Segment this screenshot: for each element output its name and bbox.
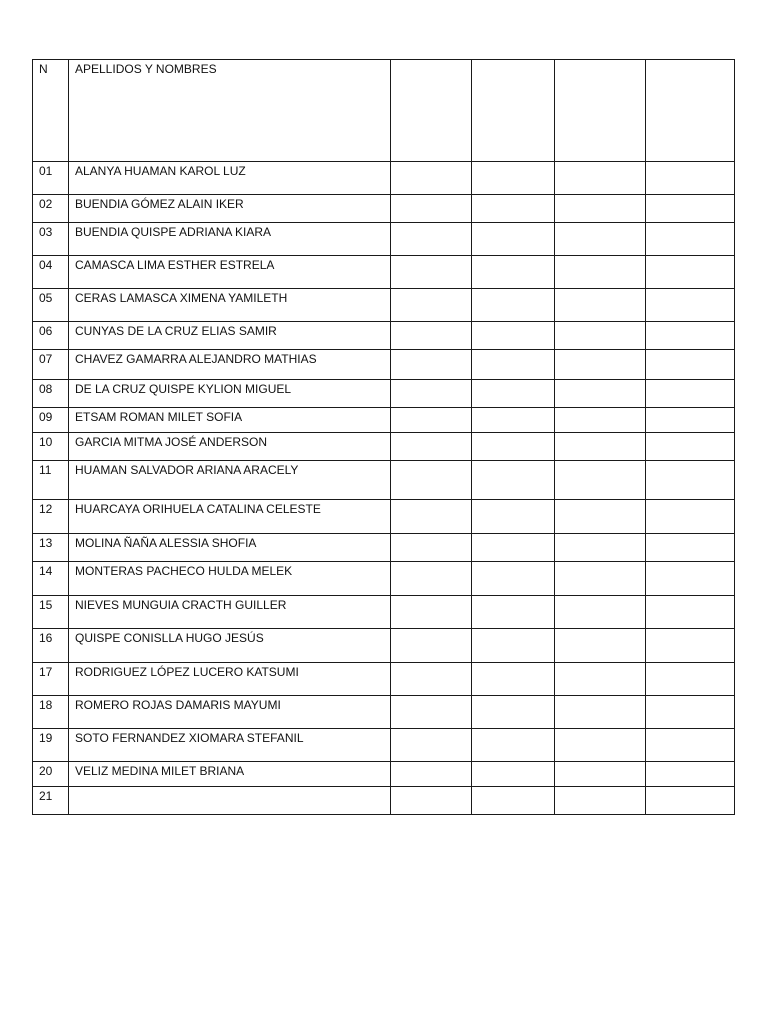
blank-cell-3 (555, 256, 646, 289)
blank-cell-2 (472, 534, 555, 562)
student-name: BUENDIA QUISPE ADRIANA KIARA (75, 225, 272, 239)
blank-cell-1 (391, 729, 472, 762)
table-row (33, 162, 735, 195)
row-number: 07 (39, 352, 53, 366)
student-name: SOTO FERNANDEZ XIOMARA STEFANIL (75, 731, 304, 745)
blank-cell-4 (646, 787, 735, 815)
blank-cell-2 (472, 500, 555, 534)
blank-cell-2 (472, 696, 555, 729)
blank-cell-3 (555, 289, 646, 322)
student-name: CERAS LAMASCA XIMENA YAMILETH (75, 291, 288, 305)
blank-cell-1 (391, 350, 472, 380)
header-number-cell (33, 60, 69, 162)
student-name: MONTERAS PACHECO HULDA MELEK (75, 564, 293, 578)
blank-cell-2 (472, 322, 555, 350)
student-name: HUARCAYA ORIHUELA CATALINA CELESTE (75, 502, 321, 516)
blank-cell-1 (391, 534, 472, 562)
student-name: GARCIA MITMA JOSÉ ANDERSON (75, 435, 268, 449)
student-name-cell (69, 562, 391, 596)
blank-cell-3 (555, 162, 646, 195)
table-row (33, 433, 735, 461)
blank-cell-3 (555, 729, 646, 762)
student-name: QUISPE CONISLLA HUGO JESÚS (75, 631, 264, 645)
row-number: 01 (39, 164, 53, 178)
blank-cell-2 (472, 256, 555, 289)
row-number-cell (33, 696, 69, 729)
row-number-cell (33, 162, 69, 195)
row-number-cell (33, 256, 69, 289)
table-row (33, 562, 735, 596)
row-number: 10 (39, 435, 53, 449)
row-number-cell (33, 433, 69, 461)
blank-cell-2 (472, 762, 555, 787)
row-number: 17 (39, 665, 53, 679)
blank-cell-4 (646, 380, 735, 408)
blank-cell-1 (391, 195, 472, 223)
student-name-cell (69, 195, 391, 223)
table-row (33, 729, 735, 762)
blank-cell-1 (391, 787, 472, 815)
student-name-cell (69, 408, 391, 433)
header-number-label: N (39, 62, 48, 76)
blank-cell-3 (555, 322, 646, 350)
blank-cell-4 (646, 596, 735, 629)
blank-cell-1 (391, 629, 472, 663)
row-number: 08 (39, 382, 53, 396)
blank-cell-3 (555, 696, 646, 729)
student-name-cell (69, 696, 391, 729)
student-name-cell (69, 433, 391, 461)
header-blank-cell-1 (391, 60, 472, 162)
row-number-cell (33, 408, 69, 433)
student-name-cell (69, 534, 391, 562)
blank-cell-3 (555, 408, 646, 433)
row-number: 03 (39, 225, 53, 239)
row-number: 19 (39, 731, 53, 745)
blank-cell-4 (646, 534, 735, 562)
blank-cell-2 (472, 408, 555, 433)
blank-cell-1 (391, 562, 472, 596)
blank-cell-2 (472, 663, 555, 696)
student-name: ALANYA HUAMAN KAROL LUZ (75, 164, 246, 178)
row-number: 09 (39, 410, 53, 424)
table-row (33, 289, 735, 322)
blank-cell-3 (555, 350, 646, 380)
table-row (33, 696, 735, 729)
student-name-cell (69, 787, 391, 815)
student-name: RODRIGUEZ LÓPEZ LUCERO KATSUMI (75, 665, 299, 679)
blank-cell-3 (555, 787, 646, 815)
table-row (33, 500, 735, 534)
table-header-row (33, 60, 735, 162)
blank-cell-4 (646, 663, 735, 696)
blank-cell-4 (646, 350, 735, 380)
row-number-cell (33, 500, 69, 534)
row-number-cell (33, 762, 69, 787)
student-name-cell (69, 729, 391, 762)
row-number: 12 (39, 502, 53, 516)
student-name-cell (69, 461, 391, 500)
blank-cell-3 (555, 461, 646, 500)
blank-cell-4 (646, 195, 735, 223)
blank-cell-1 (391, 663, 472, 696)
table-row (33, 787, 735, 815)
blank-cell-2 (472, 223, 555, 256)
row-number: 04 (39, 258, 53, 272)
blank-cell-4 (646, 461, 735, 500)
blank-cell-1 (391, 322, 472, 350)
blank-cell-1 (391, 762, 472, 787)
blank-cell-4 (646, 289, 735, 322)
header-blank-cell-4 (646, 60, 735, 162)
student-name-cell (69, 223, 391, 256)
student-name: CHAVEZ GAMARRA ALEJANDRO MATHIAS (75, 352, 317, 366)
table-row (33, 195, 735, 223)
blank-cell-1 (391, 289, 472, 322)
student-name-cell (69, 596, 391, 629)
student-name-cell (69, 380, 391, 408)
row-number-cell (33, 461, 69, 500)
student-roster-table (32, 59, 735, 815)
blank-cell-1 (391, 433, 472, 461)
student-name (69, 787, 390, 789)
blank-cell-2 (472, 562, 555, 596)
blank-cell-2 (472, 380, 555, 408)
table-row (33, 534, 735, 562)
student-name: CAMASCA LIMA ESTHER ESTRELA (75, 258, 275, 272)
blank-cell-3 (555, 562, 646, 596)
student-name-cell (69, 350, 391, 380)
table-row (33, 350, 735, 380)
row-number-cell (33, 380, 69, 408)
row-number-cell (33, 289, 69, 322)
blank-cell-1 (391, 408, 472, 433)
row-number-cell (33, 562, 69, 596)
table-row (33, 663, 735, 696)
blank-cell-3 (555, 380, 646, 408)
student-name: CUNYAS DE LA CRUZ ELIAS SAMIR (75, 324, 277, 338)
blank-cell-3 (555, 762, 646, 787)
blank-cell-1 (391, 500, 472, 534)
blank-cell-1 (391, 380, 472, 408)
blank-cell-2 (472, 629, 555, 663)
blank-cell-4 (646, 256, 735, 289)
blank-cell-4 (646, 696, 735, 729)
blank-cell-1 (391, 223, 472, 256)
blank-cell-1 (391, 461, 472, 500)
blank-cell-3 (555, 195, 646, 223)
table-row (33, 256, 735, 289)
row-number: 13 (39, 536, 53, 550)
student-name-cell (69, 256, 391, 289)
blank-cell-2 (472, 350, 555, 380)
student-name-cell (69, 322, 391, 350)
table-row (33, 322, 735, 350)
row-number-cell (33, 534, 69, 562)
blank-cell-2 (472, 433, 555, 461)
header-name-label: APELLIDOS Y NOMBRES (75, 62, 217, 76)
table-row (33, 629, 735, 663)
row-number: 11 (39, 463, 52, 477)
row-number: 05 (39, 291, 53, 305)
student-name-cell (69, 629, 391, 663)
blank-cell-2 (472, 596, 555, 629)
blank-cell-2 (472, 787, 555, 815)
student-name-cell (69, 500, 391, 534)
student-name-cell (69, 162, 391, 195)
student-name: ETSAM ROMAN MILET SOFIA (75, 410, 243, 424)
blank-cell-4 (646, 322, 735, 350)
blank-cell-3 (555, 500, 646, 534)
row-number: 20 (39, 764, 53, 778)
blank-cell-2 (472, 195, 555, 223)
blank-cell-3 (555, 433, 646, 461)
blank-cell-2 (472, 729, 555, 762)
blank-cell-4 (646, 433, 735, 461)
row-number: 06 (39, 324, 53, 338)
row-number: 21 (39, 789, 53, 803)
blank-cell-4 (646, 500, 735, 534)
blank-cell-2 (472, 162, 555, 195)
blank-cell-4 (646, 629, 735, 663)
header-blank-cell-3 (555, 60, 646, 162)
table-row (33, 461, 735, 500)
blank-cell-1 (391, 696, 472, 729)
row-number-cell (33, 629, 69, 663)
row-number-cell (33, 596, 69, 629)
blank-cell-4 (646, 762, 735, 787)
blank-cell-3 (555, 629, 646, 663)
table-row (33, 408, 735, 433)
row-number: 15 (39, 598, 53, 612)
student-name: MOLINA ÑAÑA ALESSIA SHOFIA (75, 536, 257, 550)
blank-cell-1 (391, 596, 472, 629)
student-name-cell (69, 663, 391, 696)
row-number: 16 (39, 631, 53, 645)
table-row (33, 762, 735, 787)
blank-cell-1 (391, 256, 472, 289)
blank-cell-4 (646, 162, 735, 195)
row-number: 02 (39, 197, 53, 211)
student-name: VELIZ MEDINA MILET BRIANA (75, 764, 245, 778)
row-number: 14 (39, 564, 53, 578)
blank-cell-3 (555, 534, 646, 562)
blank-cell-3 (555, 663, 646, 696)
header-name-cell (69, 60, 391, 162)
blank-cell-1 (391, 162, 472, 195)
student-name: NIEVES MUNGUIA CRACTH GUILLER (75, 598, 287, 612)
row-number-cell (33, 223, 69, 256)
blank-cell-4 (646, 408, 735, 433)
row-number-cell (33, 787, 69, 815)
row-number-cell (33, 350, 69, 380)
row-number: 18 (39, 698, 53, 712)
student-name: ROMERO ROJAS DAMARIS MAYUMI (75, 698, 281, 712)
row-number-cell (33, 322, 69, 350)
row-number-cell (33, 195, 69, 223)
blank-cell-4 (646, 729, 735, 762)
blank-cell-4 (646, 562, 735, 596)
blank-cell-2 (472, 289, 555, 322)
table-row (33, 380, 735, 408)
student-name: DE LA CRUZ QUISPE KYLION MIGUEL (75, 382, 292, 396)
row-number-cell (33, 729, 69, 762)
header-blank-cell-2 (472, 60, 555, 162)
table-row (33, 223, 735, 256)
blank-cell-4 (646, 223, 735, 256)
table-row (33, 596, 735, 629)
blank-cell-3 (555, 596, 646, 629)
student-name: HUAMAN SALVADOR ARIANA ARACELY (75, 463, 299, 477)
row-number-cell (33, 663, 69, 696)
student-name-cell (69, 762, 391, 787)
blank-cell-2 (472, 461, 555, 500)
blank-cell-3 (555, 223, 646, 256)
student-name: BUENDIA GÓMEZ ALAIN IKER (75, 197, 244, 211)
student-name-cell (69, 289, 391, 322)
